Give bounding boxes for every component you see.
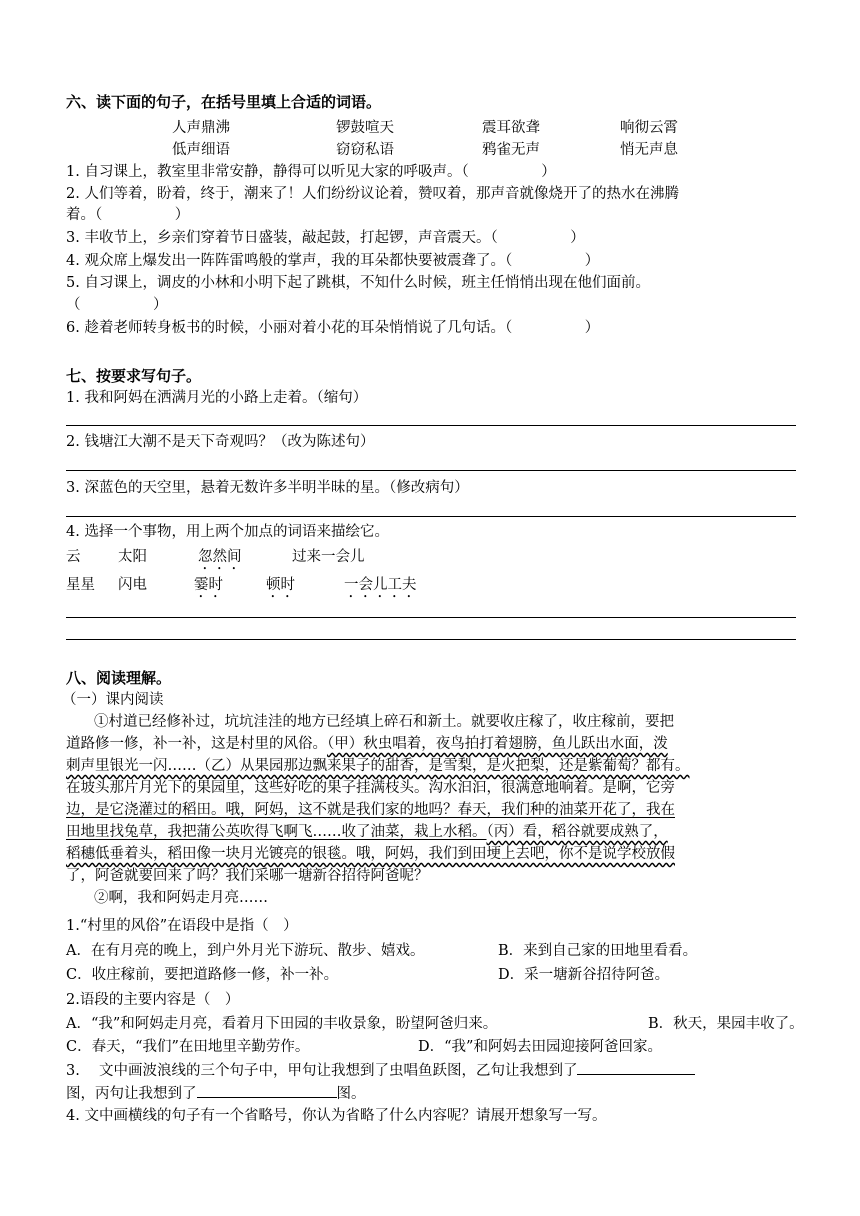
- passage-line: 了，阿爸就要回来了吗？我们采哪一塘新谷招待阿爸呢？: [66, 868, 429, 884]
- question-8-4: 4. 文中画横线的句子有一个省略号，你认为省略了什么内容呢？请展开想象写一写。: [66, 1108, 607, 1124]
- question-6-5: 5. 自习课上，调皮的小林和小明下起了跳棋，不知什么时候，班主任悄悄出现在他们面前。: [66, 275, 650, 291]
- question-8-3: 3. 文中画波浪线的三个句子中，甲句让我想到了虫唱鱼跃图，乙句让我想到了: [66, 1060, 695, 1081]
- word-item: 过来一会儿: [292, 549, 365, 565]
- answer-line[interactable]: [66, 470, 796, 471]
- question-7-2: 2. 钱塘江大潮不是天下奇观吗？（改为陈述句）: [66, 434, 375, 450]
- dotted-word: 霎时: [194, 577, 223, 593]
- question-6-6: 6. 趁着老师转身板书的时候，小丽对着小花的耳朵悄悄说了几句话。（ ）: [66, 320, 600, 336]
- option-d: D．“我”和阿妈去田园迎接阿爸回家。: [418, 1039, 662, 1055]
- question-8-2: 2.语段的主要内容是（ ）: [66, 992, 240, 1008]
- option-a: A．“我”和阿妈走月亮，看着月下田园的丰收景象，盼望阿爸归来。: [66, 1016, 498, 1032]
- answer-line[interactable]: [66, 639, 796, 640]
- section7-title: 七、按要求写句子。: [66, 367, 202, 385]
- passage-line: ①村道已经修补过，坑坑洼洼的地方已经填上碎石和新土。就要收庄稼了，收庄稼前，要把: [94, 714, 674, 730]
- passage-line: 道路修一修，补一补，这是村里的风俗。（甲）秋虫唱着，夜鸟拍打着翅膀，鱼儿跃出水面，泼: [66, 736, 668, 752]
- option-c: C．收庄稼前，要把道路修一修，补一补。: [66, 967, 339, 983]
- section8-title: 八、阅读理解。: [66, 669, 172, 687]
- question-7-3: 3. 深蓝色的天空里，悬着无数许多半明半昧的星。（修改病句）: [66, 480, 469, 496]
- word-item: 云: [66, 549, 81, 565]
- question-8-3-cont: 图，丙句让我想到了 图。: [66, 1083, 366, 1104]
- answer-line[interactable]: [66, 617, 796, 618]
- dotted-word: 顿时: [266, 577, 295, 593]
- passage-line: 在坡头那片月光下的果园里，这些好吃的果子挂满枝头。沟水汩汩，很满意地响着。是啊，它旁: [66, 780, 675, 796]
- section6-title: 六、读下面的句子，在括号里填上合适的词语。: [66, 93, 382, 111]
- word-item: 鸦雀无声: [482, 142, 540, 158]
- option-a: A．在有月亮的晚上，到户外月光下游玩、散步、嬉戏。: [66, 943, 425, 959]
- option-b: B．来到自己家的田地里看看。: [498, 943, 698, 959]
- passage-line: ②啊，我和阿妈走月亮……: [94, 890, 268, 906]
- question-6-5-cont: （ ）: [66, 297, 168, 313]
- word-item: 星星: [66, 577, 95, 593]
- answer-line[interactable]: [66, 516, 796, 517]
- word-item: 悄无声息: [620, 142, 678, 158]
- word-item: 窃窃私语: [336, 142, 394, 158]
- passage-line-wavy: 稻穗低垂着头，稻田像一块月光镀亮的银毯。哦，阿妈，我们到田埂上去吧，你不是说学校放假: [66, 846, 675, 862]
- passage-line: 田地里找兔草，我把蒲公英吹得飞啊飞……收了油菜，栽上水稻。（丙）看，稻谷就要成熟了，: [66, 824, 668, 840]
- option-c: C．春天，“我们”在田地里辛勤劳作。: [66, 1039, 310, 1055]
- word-item: 太阳: [118, 549, 147, 565]
- option-b: B．秋天，果园丰收了。: [648, 1016, 804, 1032]
- question-6-1: 1. 自习课上，教室里非常安静，静得可以听见大家的呼吸声。（ ）: [66, 164, 556, 180]
- passage-line-wavy: 刺声里银光一闪……（乙）从果园那边飘来果子的甜香，是雪梨，是火把梨，还是紫葡萄？都有。: [66, 758, 690, 774]
- fill-blank[interactable]: [197, 1083, 337, 1098]
- dotted-word: 忽然间: [198, 549, 242, 565]
- word-item: 震耳欲聋: [482, 120, 540, 136]
- question-6-4: 4. 观众席上爆发出一阵阵雷鸣般的掌声，我的耳朵都快要被震聋了。（ ）: [66, 253, 600, 269]
- word-item: 闪电: [118, 577, 147, 593]
- fill-blank[interactable]: [577, 1060, 695, 1075]
- question-6-2-cont: 着。（ ）: [66, 207, 190, 223]
- question-7-1: 1. 我和阿妈在洒满月光的小路上走着。（缩句）: [66, 390, 368, 406]
- option-d: D．采一塘新谷招待阿爸。: [498, 967, 670, 983]
- passage-line: 边，是它浇灌过的稻田。哦，阿妈，这不就是我们家的地吗？春天，我们种的油菜开花了，我在: [66, 802, 675, 818]
- question-7-4: 4. 选择一个事物，用上两个加点的词语来描绘它。: [66, 524, 389, 540]
- question-6-3: 3. 丰收节上，乡亲们穿着节日盛装，敲起鼓，打起锣，声音震天。（ ）: [66, 230, 585, 246]
- word-item: 低声细语: [172, 142, 230, 158]
- dotted-word: 一会儿工夫: [344, 577, 417, 593]
- question-8-1: 1.“村里的风俗”在语段中是指（ ）: [66, 918, 298, 934]
- word-item: 响彻云霄: [620, 120, 678, 136]
- question-6-2: 2. 人们等着，盼着，终于，潮来了！人们纷纷议论着，赞叹着，那声音就像烧开了的热水在沸腾: [66, 186, 679, 202]
- subsection-title: （一）课内阅读: [62, 692, 164, 708]
- word-item: 人声鼎沸: [172, 120, 230, 136]
- answer-line[interactable]: [66, 425, 796, 426]
- word-item: 锣鼓喧天: [336, 120, 394, 136]
